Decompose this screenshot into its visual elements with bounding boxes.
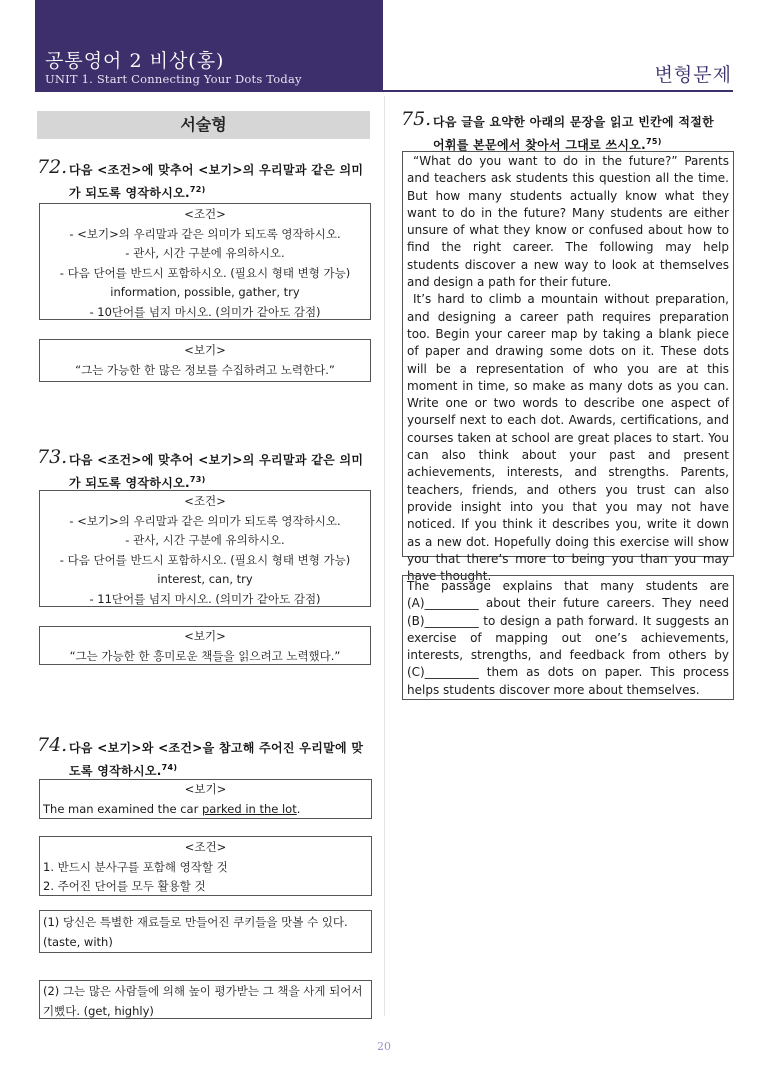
section-heading: 서술형 xyxy=(37,111,370,139)
question-number: 74. xyxy=(37,734,68,756)
summary-text: The passage explains that many students are (A)_________ about their future careers. They need (B)_________ to design a path forward. It suggests an exercise of mapping out one’s achievements, interests, strengths, and feedback from others by (C)_________ them as dots on paper. This process helps students discover more about themselves. xyxy=(407,579,729,697)
column-divider xyxy=(384,96,385,1016)
passage-paragraph-1: “What do you want to do in the future?” Parents and teachers ask students this question all the time. But how many students actually know what they want to do in the future? Many students are either unsure of what they know or confused about how to find the right career. The following may help students discover a new way to look at themselves and design a path for their future. xyxy=(407,154,729,290)
passage-paragraph-2: It’s hard to climb a mountain without preparation, and designing a career path requires preparation too. Begin your career map by taking a blank piece of paper and drawing some dots on it. These dots will be a representation of who you are at this moment in time, so make as many dots as you can. Write one or two words to describe one aspect of yourself next to each dot. Awards, certifications, and courses taken at school are great places to start. You can also think about your past and present achievements, interests, and strengths. Parents, teachers, friends, and others you trust can also provide insight into you that you may not have noticed. If you think it describes you, write it down as a new dot. Hopefully doing this exercise will show you that there’s more to being you than you may have thought. xyxy=(407,292,729,584)
question-72 xyxy=(37,156,377,203)
textbook-title: 공통영어 2 비상(홍) xyxy=(45,50,225,72)
question-74 xyxy=(37,734,377,781)
example-box: <보기> “그는 가능한 한 많은 정보를 수집하려고 노력한다.” xyxy=(39,339,371,382)
example-sentence: The man examined the car parked in the lot. xyxy=(43,801,301,816)
question-prompt: 다음 글을 요약한 아래의 문장을 읽고 빈칸에 적절한 어휘를 본문에서 찾아서 그대로 쓰시오.$^{75)}$ xyxy=(433,115,715,152)
question-number: 73. xyxy=(37,446,68,468)
summary-box xyxy=(402,575,734,700)
conditions-box: <조건> - <보기>의 우리말과 같은 의미가 되도록 영작하시오. - 관사, 시간 구분에 유의하시오. - 다음 단어를 반드시 포함하시오. (필요시 형태 변형 가능) interest, can, try - 11단어를 넘지 마시오. (의미가 같아도 감점) xyxy=(39,490,371,607)
footnote-ref: 72) xyxy=(189,185,206,194)
item-2-box: (2) 그는 많은 사람들에 의해 높이 평가받는 그 책을 사게 되어서 기뻤다. (get, highly) xyxy=(39,980,372,1019)
question-prompt: 다음 <조건>에 맞추어 <보기>의 우리말과 같은 의미 가 되도록 영작하시오.$^{73)}$ xyxy=(69,453,364,490)
conditions-box: <조건> - <보기>의 우리말과 같은 의미가 되도록 영작하시오. - 관사, 시간 구분에 유의하시오. - 다음 단어를 반드시 포함하시오. (필요시 형태 변형 가능) information, possible, gather, try - 10단어를 넘지 마시오. (의미가 같아도 감점) xyxy=(39,203,371,320)
item-1-box: (1) 당신은 특별한 재료들로 만들어진 쿠키들을 맛볼 수 있다. (taste, with) xyxy=(39,910,372,953)
question-75 xyxy=(401,108,737,155)
example-box: <보기> “그는 가능한 한 흥미로운 책들을 읽으려고 노력했다.” xyxy=(39,626,371,665)
footnote-ref: 75) xyxy=(646,137,662,146)
question-prompt: 다음 <조건>에 맞추어 <보기>의 우리말과 같은 의미 가 되도록 영작하시오.$^{72)}$ xyxy=(69,163,364,200)
reading-passage xyxy=(402,151,734,584)
footnote-ref: 73) xyxy=(189,475,206,484)
conditions-box: <조건> 1. 반드시 분사구를 포함해 영작할 것 2. 주어진 단어를 모두 활용할 것 xyxy=(39,836,372,896)
footnote-ref: 74) xyxy=(161,763,178,772)
page-number: 20 xyxy=(377,1040,391,1053)
question-number: 75. xyxy=(401,108,432,130)
question-prompt: 다음 <보기>와 <조건>을 참고해 주어진 우리말에 맞 도록 영작하시오.$^{74)}$ xyxy=(69,741,364,778)
unit-title: UNIT 1. Start Connecting Your Dots Today xyxy=(45,72,302,86)
question-73 xyxy=(37,446,377,493)
underlined-phrase: parked in the lot xyxy=(201,801,297,816)
header-rule xyxy=(35,90,733,92)
question-number: 72. xyxy=(37,156,68,178)
example-box: <보기> The man examined the car parked in the lot. xyxy=(39,779,372,819)
section-type-label: 변형문제 xyxy=(654,64,732,86)
